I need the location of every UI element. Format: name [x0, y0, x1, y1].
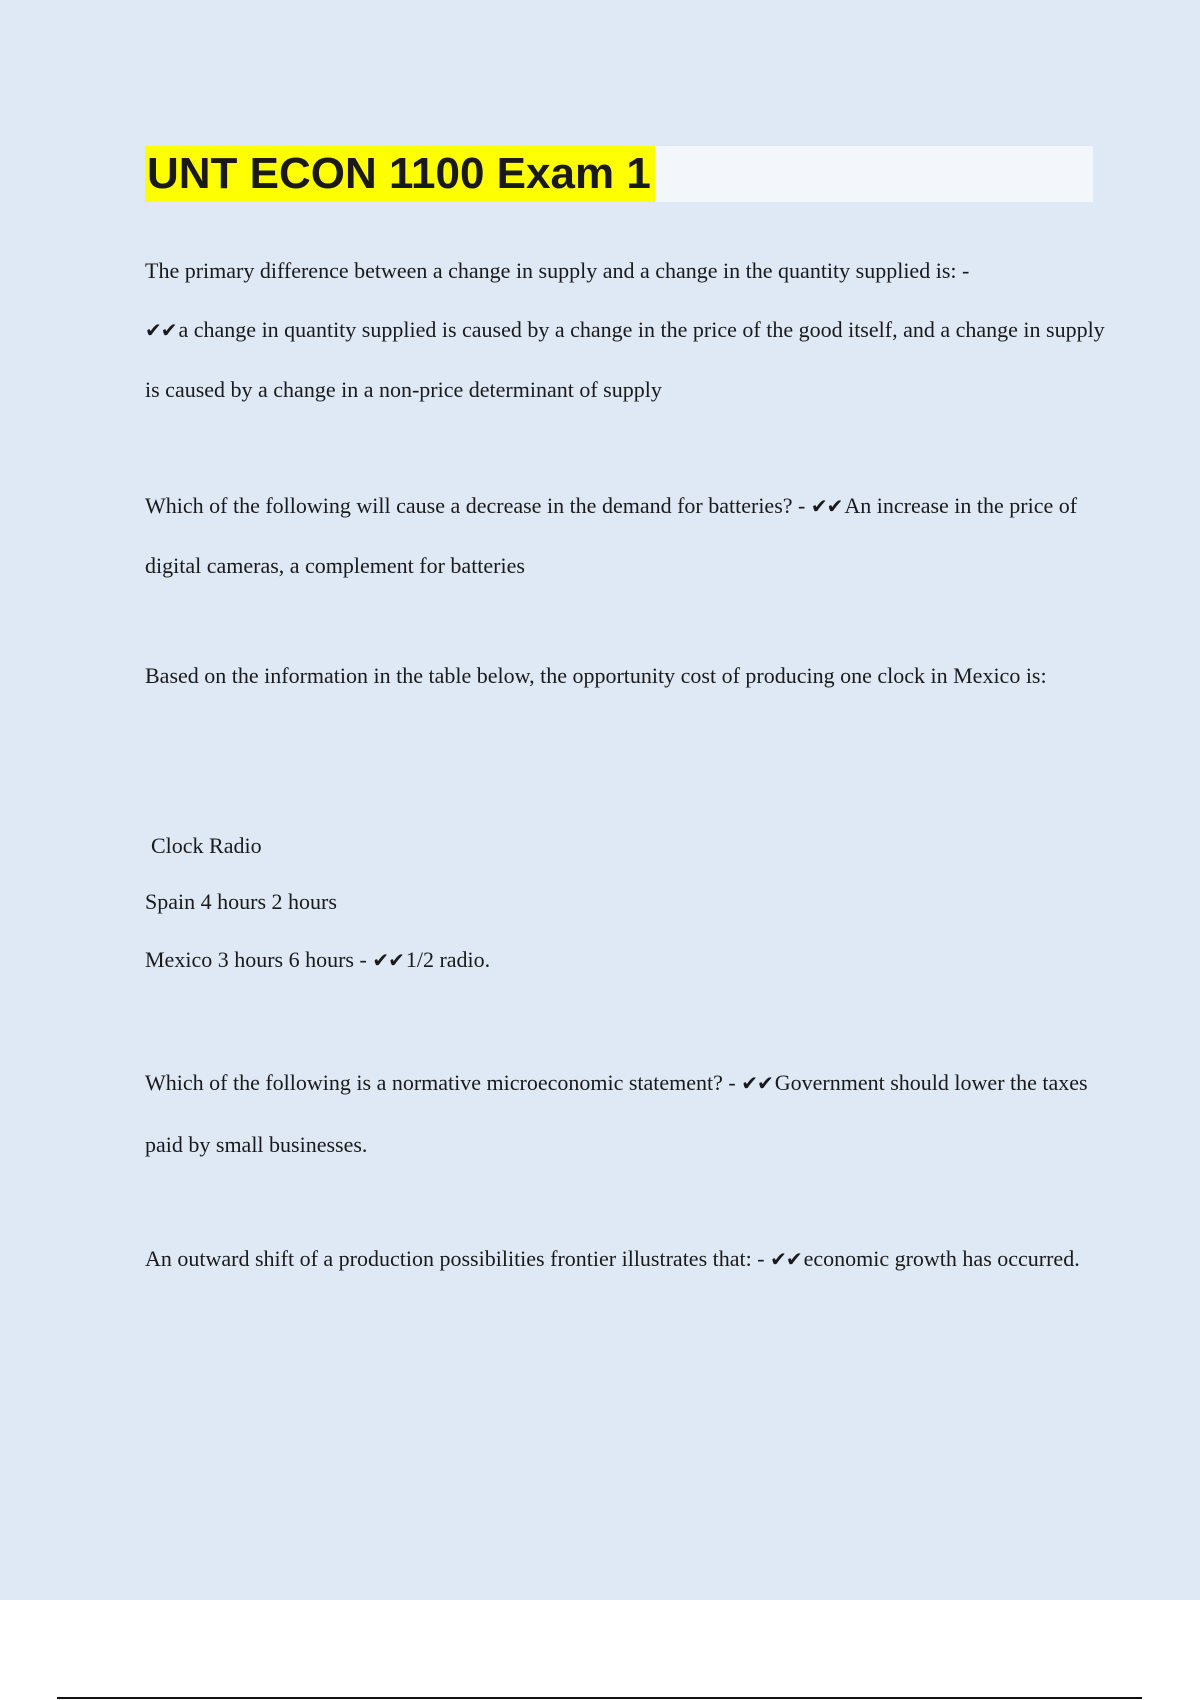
check-icon: ✔✔ — [145, 318, 177, 342]
answer-text: An increase in the price of digital cameras, a complement for batteries — [145, 493, 1078, 578]
qa-item-1 — [145, 241, 1105, 419]
question-text: An outward shift of a production possibilities frontier illustrates that: - — [145, 1246, 765, 1271]
table-row-spain: Spain 4 hours 2 hours — [145, 889, 337, 914]
check-icon: ✔✔ — [372, 948, 404, 972]
check-icon: ✔✔ — [741, 1071, 773, 1095]
question-text: Which of the following will cause a decrease in the demand for batteries? - — [145, 493, 806, 518]
footer-divider — [57, 1697, 1142, 1699]
answer-text: a change in quantity supplied is caused by a change in the price of the good itself, and a change in supply is caused by a change in a non-price determinant of supply — [145, 317, 1105, 402]
table-row-text: Mexico 3 hours 6 hours - — [145, 947, 367, 972]
table-row-mexico — [145, 930, 490, 990]
table-header: Clock Radio — [151, 833, 262, 858]
qa-item-3 — [145, 648, 1105, 704]
answer-text: economic growth has occurred. — [803, 1246, 1080, 1271]
answer-text: 1/2 radio. — [405, 947, 491, 972]
document-title: UNT ECON 1100 Exam 1 — [145, 146, 655, 202]
check-icon: ✔✔ — [810, 494, 843, 518]
qa-item-2 — [145, 476, 1105, 595]
qa-item-5 — [145, 1228, 1105, 1290]
question-text: Based on the information in the table below, the opportunity cost of producing one clock in Mexico is: — [145, 663, 1047, 688]
question-text: Which of the following is a normative microeconomic statement? - — [145, 1070, 736, 1095]
answer-text: Government should lower the taxes paid by small businesses. — [145, 1070, 1088, 1157]
qa-item-4 — [145, 1052, 1105, 1175]
check-icon: ✔✔ — [770, 1247, 802, 1271]
question-text: The primary difference between a change in supply and a change in the quantity supplied is: - — [145, 258, 970, 283]
